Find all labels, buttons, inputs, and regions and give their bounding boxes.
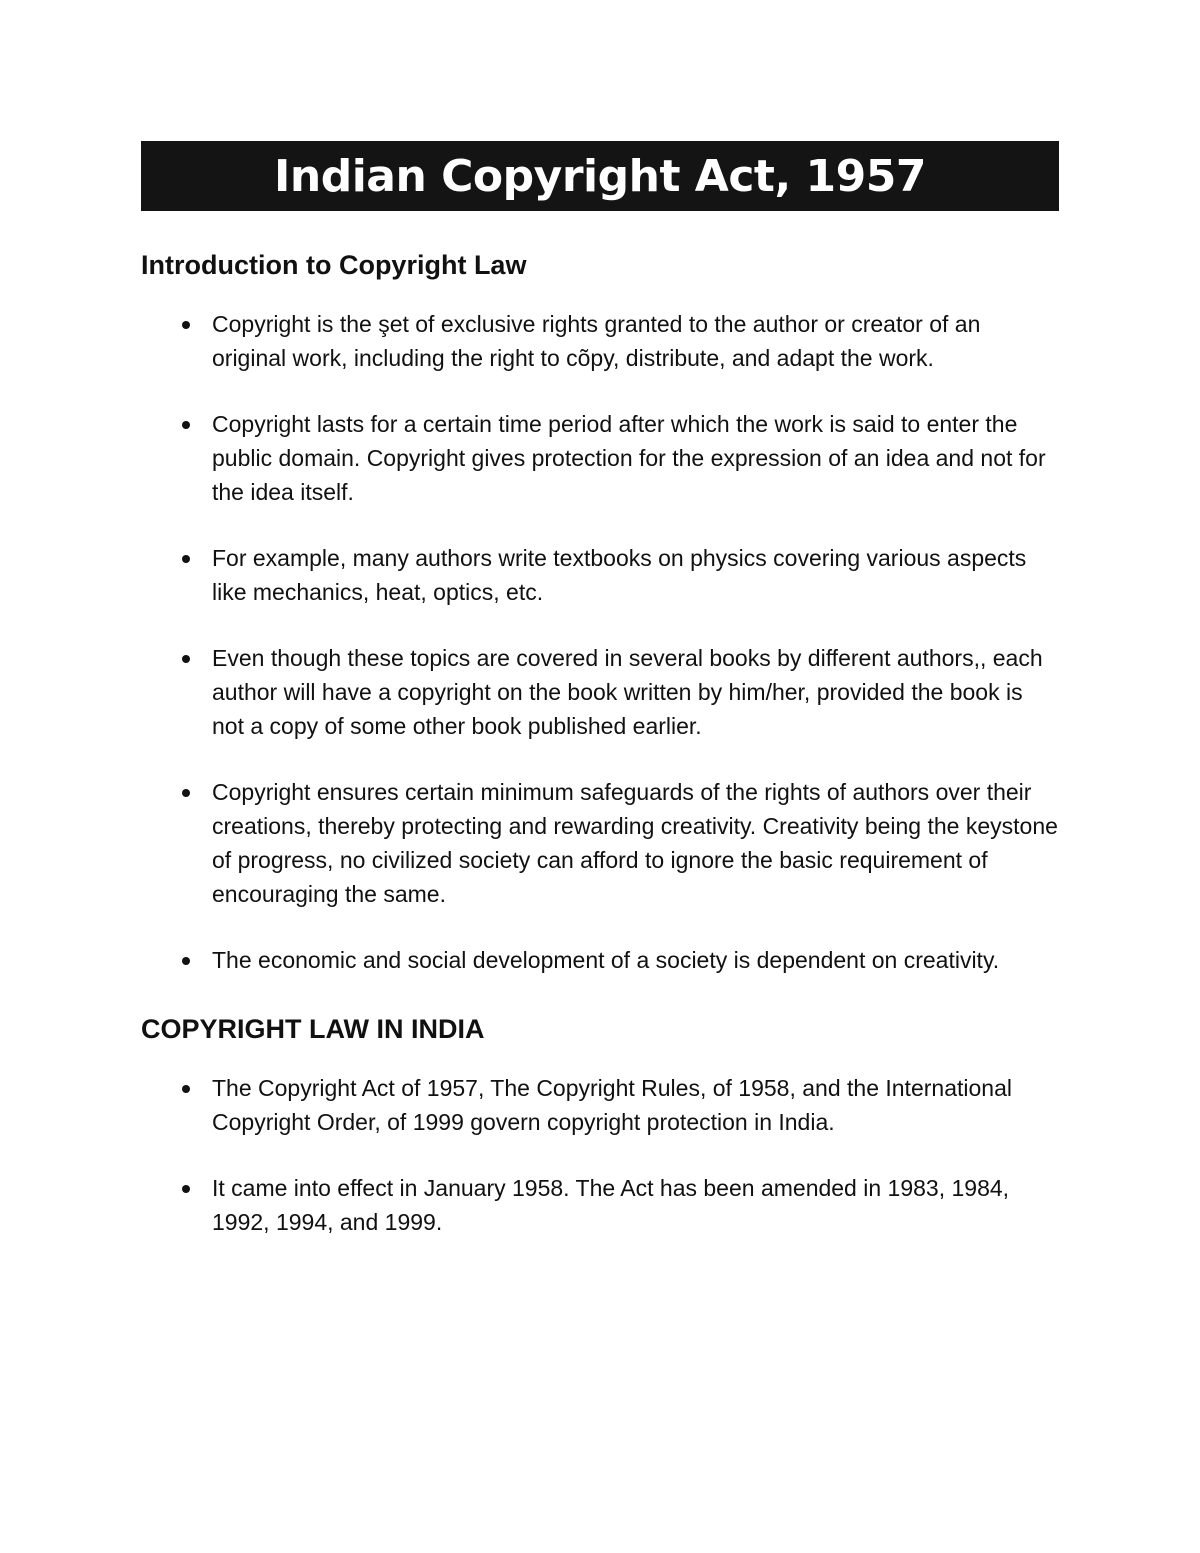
bullet-dot-icon xyxy=(182,555,190,563)
bullet-list-introduction xyxy=(141,307,1059,977)
list-item-text: The Copyright Act of 1957, The Copyright Rules, of 1958, and the International Copyright Order, of 1999 govern copyright protection in India. xyxy=(212,1075,1012,1135)
section-heading-copyright-law-india: COPYRIGHT LAW IN INDIA xyxy=(141,1014,485,1044)
document-title: Indian Copyright Act, 1957 xyxy=(274,150,926,202)
list-item-text: Even though these topics are covered in several books by different authors,, each author will have a copyright on the book written by him/her, provided the book is not a copy of some other book published earlier. xyxy=(212,645,1043,739)
bullet-dot-icon xyxy=(182,957,190,965)
list-item-text: Copyright is the şet of exclusive rights granted to the author or creator of an original work, including the right to cõpy, distribute, and adapt the work. xyxy=(212,311,981,371)
bullet-dot-icon xyxy=(182,321,190,329)
list-item xyxy=(141,775,1059,911)
list-item xyxy=(141,641,1059,743)
list-item xyxy=(141,1171,1059,1239)
list-item xyxy=(141,541,1059,609)
bullet-dot-icon xyxy=(182,655,190,663)
bullet-dot-icon xyxy=(182,789,190,797)
list-item-text: The economic and social development of a society is dependent on creativity. xyxy=(212,947,1000,973)
bullet-list-copyright-law-india xyxy=(141,1071,1059,1239)
list-item-text: Copyright ensures certain minimum safeguards of the rights of authors over their creations, thereby protecting and rewarding creativity. Creativity being the keystone of progress, no civilized society can afford to ignore the basic requirement of encouraging the same. xyxy=(212,779,1058,907)
list-item-text: Copyright lasts for a certain time period after which the work is said to enter the public domain. Copyright gives protection for the expression of an idea and not for the idea itself. xyxy=(212,411,1046,505)
list-item xyxy=(141,407,1059,509)
bullet-dot-icon xyxy=(182,1085,190,1093)
list-item xyxy=(141,307,1059,375)
list-item-text: For example, many authors write textbooks on physics covering various aspects like mechanics, heat, optics, etc. xyxy=(212,545,1027,605)
list-item-text: It came into effect in January 1958. The Act has been amended in 1983, 1984, 1992, 1994, and 1999. xyxy=(212,1175,1010,1235)
title-banner xyxy=(141,141,1059,211)
document-page xyxy=(141,141,1059,1239)
list-item xyxy=(141,943,1059,977)
section-heading-introduction: Introduction to Copyright Law xyxy=(141,250,527,280)
bullet-dot-icon xyxy=(182,421,190,429)
bullet-dot-icon xyxy=(182,1185,190,1193)
list-item xyxy=(141,1071,1059,1139)
